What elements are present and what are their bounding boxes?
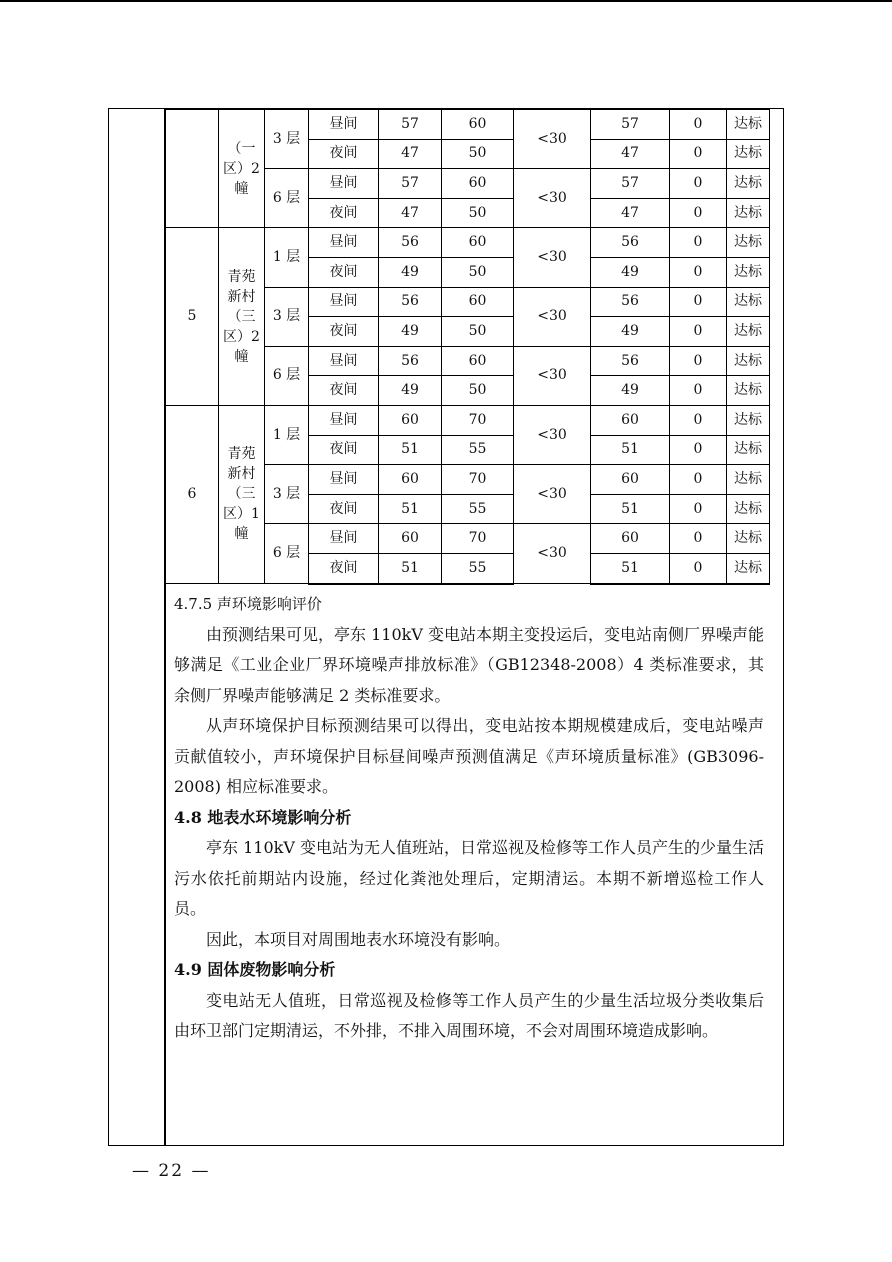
- increase-value-cell: 0: [670, 524, 727, 554]
- measured-value-cell: 49: [379, 257, 442, 287]
- paragraph: 从声环境保护目标预测结果可以得出，变电站按本期规模建成后，变电站噪声贡献值较小，声环境保护目标昼间噪声预测值满足《声环境质量标准》(GB3096-2008) 相应标准要求。: [174, 716, 764, 796]
- period-cell: 夜间: [309, 376, 379, 406]
- predicted-value-cell: 56: [591, 287, 670, 317]
- floor-cell: 6 层: [265, 169, 309, 228]
- period-cell: 昼间: [309, 169, 379, 199]
- limit-value-cell: 60: [442, 110, 514, 140]
- increase-value-cell: 0: [670, 405, 727, 435]
- measured-value-cell: 56: [379, 228, 442, 258]
- row-number-cell: [166, 110, 219, 228]
- measured-value-cell: 60: [379, 465, 442, 495]
- paragraph: 由预测结果可见，亭东 110kV 变电站本期主变投运后，变电站南侧厂界噪声能够满足《工业企业厂界环境噪声排放标准》（GB12348-2008）4 类标准要求，其余侧厂界噪声能够满足 2 类标准要求。: [174, 624, 764, 705]
- measured-value-cell: 56: [379, 287, 442, 317]
- measured-value-cell: 47: [379, 198, 442, 228]
- floor-cell: 3 层: [265, 465, 309, 524]
- period-cell: 夜间: [309, 553, 379, 583]
- result-cell: 达标: [727, 346, 770, 376]
- period-cell: 昼间: [309, 524, 379, 554]
- limit-value-cell: 50: [442, 317, 514, 347]
- measured-value-cell: 49: [379, 376, 442, 406]
- sub-heading-4-7-5: 4.7.5 声环境影响评价: [174, 595, 322, 613]
- result-cell: 达标: [727, 524, 770, 554]
- period-cell: 夜间: [309, 494, 379, 524]
- limit-value-cell: 55: [442, 553, 514, 583]
- contribution-value-cell: <30: [514, 110, 591, 169]
- limit-value-cell: 70: [442, 465, 514, 495]
- increase-value-cell: 0: [670, 553, 727, 583]
- increase-value-cell: 0: [670, 435, 727, 465]
- result-cell: 达标: [727, 287, 770, 317]
- measured-value-cell: 57: [379, 169, 442, 199]
- increase-value-cell: 0: [670, 317, 727, 347]
- contribution-value-cell: <30: [514, 169, 591, 228]
- location-cell: 青苑 新村 （三 区）1 幢: [219, 405, 265, 583]
- increase-value-cell: 0: [670, 139, 727, 169]
- period-cell: 夜间: [309, 257, 379, 287]
- contribution-value-cell: <30: [514, 287, 591, 346]
- limit-value-cell: 60: [442, 169, 514, 199]
- measured-value-cell: 57: [379, 110, 442, 140]
- period-cell: 夜间: [309, 317, 379, 347]
- contribution-value-cell: <30: [514, 405, 591, 464]
- limit-value-cell: 50: [442, 257, 514, 287]
- floor-cell: 3 层: [265, 110, 309, 169]
- result-cell: 达标: [727, 169, 770, 199]
- text-body: [174, 589, 764, 1047]
- increase-value-cell: 0: [670, 110, 727, 140]
- measured-value-cell: 56: [379, 346, 442, 376]
- table-row: [166, 405, 770, 435]
- floor-cell: 1 层: [265, 228, 309, 287]
- row-number-cell: 6: [166, 405, 219, 583]
- contribution-value-cell: <30: [514, 346, 591, 405]
- section-heading-4-8: 4.8 地表水环境影响分析: [174, 807, 352, 827]
- result-cell: 达标: [727, 376, 770, 406]
- location-cell: （一 区）2 幢: [219, 110, 265, 228]
- top-border-line: [0, 0, 892, 2]
- increase-value-cell: 0: [670, 169, 727, 199]
- result-cell: 达标: [727, 494, 770, 524]
- period-cell: 昼间: [309, 228, 379, 258]
- result-cell: 达标: [727, 257, 770, 287]
- limit-value-cell: 60: [442, 287, 514, 317]
- increase-value-cell: 0: [670, 257, 727, 287]
- noise-prediction-table: [165, 109, 770, 585]
- predicted-value-cell: 51: [591, 494, 670, 524]
- predicted-value-cell: 51: [591, 435, 670, 465]
- limit-value-cell: 60: [442, 346, 514, 376]
- limit-value-cell: 70: [442, 405, 514, 435]
- predicted-value-cell: 56: [591, 346, 670, 376]
- measured-value-cell: 47: [379, 139, 442, 169]
- floor-cell: 1 层: [265, 405, 309, 464]
- contribution-value-cell: <30: [514, 465, 591, 524]
- period-cell: 夜间: [309, 198, 379, 228]
- limit-value-cell: 60: [442, 228, 514, 258]
- contribution-value-cell: <30: [514, 524, 591, 584]
- section-heading-4-9: 4.9 固体废物影响分析: [174, 960, 336, 979]
- predicted-value-cell: 47: [591, 139, 670, 169]
- predicted-value-cell: 60: [591, 524, 670, 554]
- period-cell: 夜间: [309, 139, 379, 169]
- paragraph: 因此，本项目对周围地表水环境没有影响。: [206, 929, 511, 949]
- limit-value-cell: 50: [442, 376, 514, 406]
- result-cell: 达标: [727, 405, 770, 435]
- result-cell: 达标: [727, 228, 770, 258]
- limit-value-cell: 70: [442, 524, 514, 554]
- measured-value-cell: 60: [379, 524, 442, 554]
- table-row: [166, 110, 770, 140]
- increase-value-cell: 0: [670, 228, 727, 258]
- predicted-value-cell: 60: [591, 405, 670, 435]
- measured-value-cell: 51: [379, 435, 442, 465]
- floor-cell: 3 层: [265, 287, 309, 346]
- increase-value-cell: 0: [670, 346, 727, 376]
- result-cell: 达标: [727, 553, 770, 583]
- predicted-value-cell: 51: [591, 553, 670, 583]
- result-cell: 达标: [727, 465, 770, 495]
- predicted-value-cell: 57: [591, 169, 670, 199]
- limit-value-cell: 55: [442, 435, 514, 465]
- measured-value-cell: 49: [379, 317, 442, 347]
- result-cell: 达标: [727, 317, 770, 347]
- contribution-value-cell: <30: [514, 228, 591, 287]
- increase-value-cell: 0: [670, 465, 727, 495]
- location-cell: 青苑 新村 （三 区）2 幢: [219, 228, 265, 406]
- period-cell: 夜间: [309, 435, 379, 465]
- paragraph: 变电站无人值班，日常巡视及检修等工作人员产生的少量生活垃圾分类收集后由环卫部门定期清运，不外排，不排入周围环境，不会对周围环境造成影响。: [174, 990, 764, 1040]
- measured-value-cell: 51: [379, 494, 442, 524]
- predicted-value-cell: 49: [591, 376, 670, 406]
- floor-cell: 6 层: [265, 524, 309, 584]
- result-cell: 达标: [727, 110, 770, 140]
- period-cell: 昼间: [309, 405, 379, 435]
- result-cell: 达标: [727, 139, 770, 169]
- increase-value-cell: 0: [670, 376, 727, 406]
- table-row: [166, 228, 770, 258]
- measured-value-cell: 51: [379, 553, 442, 583]
- period-cell: 昼间: [309, 346, 379, 376]
- paragraph: 亭东 110kV 变电站为无人值班站，日常巡视及检修等工作人员产生的少量生活污水依托前期站内设施，经过化粪池处理后，定期清运。本期不新增巡检工作人员。: [174, 838, 764, 918]
- page-number: — 22 —: [132, 1161, 211, 1181]
- row-number-cell: 5: [166, 228, 219, 406]
- period-cell: 昼间: [309, 465, 379, 495]
- limit-value-cell: 55: [442, 494, 514, 524]
- predicted-value-cell: 60: [591, 465, 670, 495]
- floor-cell: 6 层: [265, 346, 309, 405]
- predicted-value-cell: 56: [591, 228, 670, 258]
- measured-value-cell: 60: [379, 405, 442, 435]
- period-cell: 昼间: [309, 110, 379, 140]
- limit-value-cell: 50: [442, 139, 514, 169]
- result-cell: 达标: [727, 435, 770, 465]
- increase-value-cell: 0: [670, 198, 727, 228]
- result-cell: 达标: [727, 198, 770, 228]
- increase-value-cell: 0: [670, 494, 727, 524]
- predicted-value-cell: 47: [591, 198, 670, 228]
- limit-value-cell: 50: [442, 198, 514, 228]
- predicted-value-cell: 57: [591, 110, 670, 140]
- predicted-value-cell: 49: [591, 317, 670, 347]
- period-cell: 昼间: [309, 287, 379, 317]
- increase-value-cell: 0: [670, 287, 727, 317]
- predicted-value-cell: 49: [591, 257, 670, 287]
